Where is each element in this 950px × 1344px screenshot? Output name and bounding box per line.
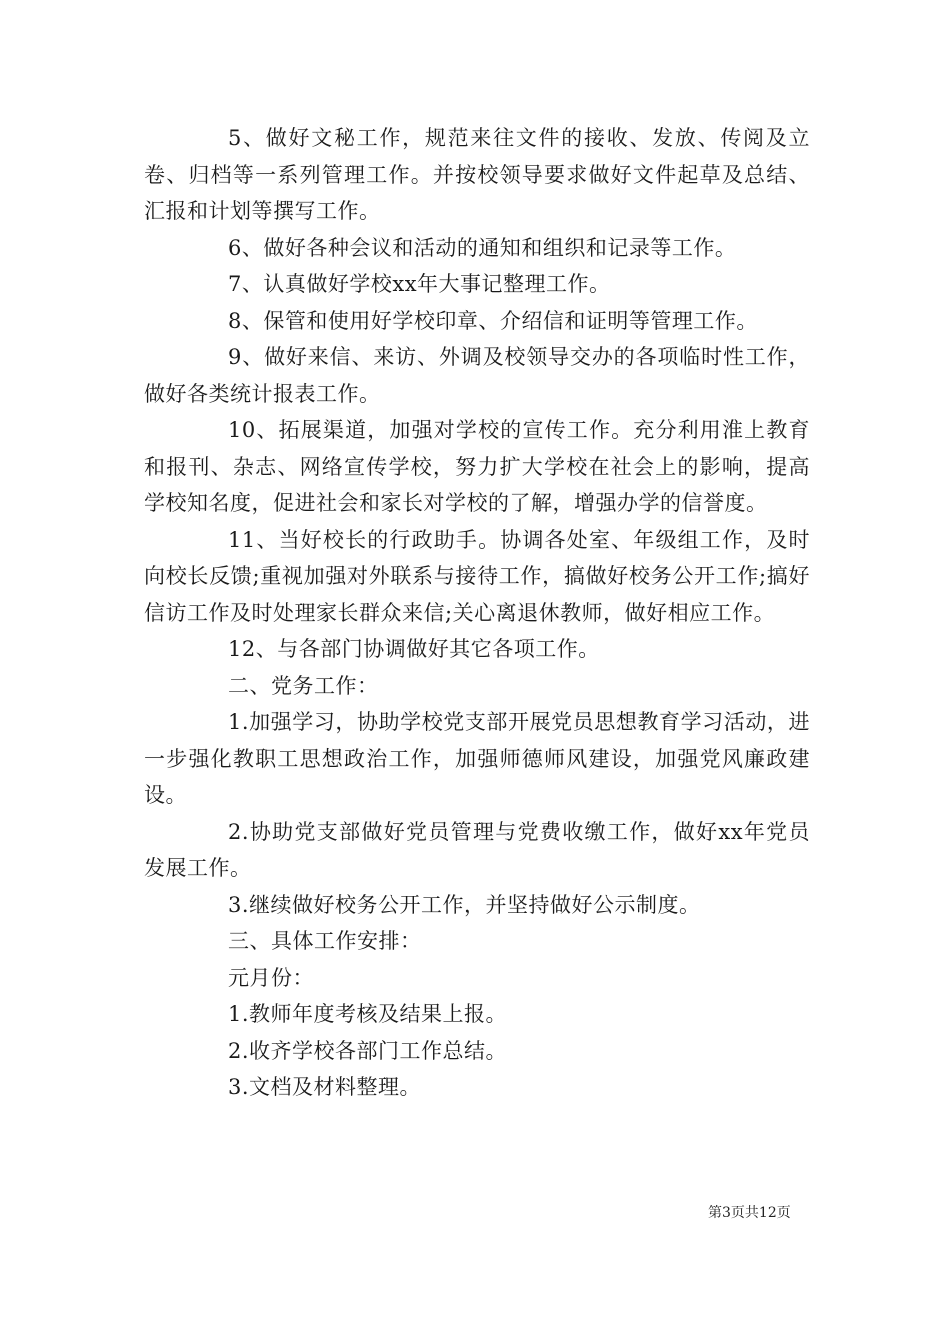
- section-heading-schedule: 三、具体工作安排：: [228, 929, 422, 953]
- january-item-3: 3.文档及材料整理。: [228, 1075, 422, 1099]
- paragraph-item-5: 5、做好文秘工作，规范来往文件的接收、发放、传阅及立卷、归档等一系列管理工作。并按校领导要求做好文件起草及总结、汇报和计划等撰写工作。: [144, 126, 810, 223]
- paragraph-item-8: 8、保管和使用好学校印章、介绍信和证明等管理工作。: [228, 308, 758, 333]
- party-work-item-2: 2.协助党支部做好党员管理与党费收缴工作，做好xx年党员发展工作。: [144, 819, 810, 880]
- january-item-1: 1.教师年度考核及结果上报。: [228, 1002, 508, 1026]
- paragraph-item-12: 12、与各部门协调做好其它各项工作。: [228, 637, 600, 661]
- paragraph-item-11: 11、当好校长的行政助手。协调各处室、年级组工作，及时向校长反馈;重视加强对外联系与接待工作，搞做好校务公开工作;搞好信访工作及时处理家长群众来信;关心离退休教师，做好相应工作。: [144, 527, 810, 625]
- paragraph-item-10: 10、拓展渠道，加强对学校的宣传工作。充分利用淮上教育和报刊、杂志、网络宣传学校，努力扩大学校在社会上的影响，提高学校知名度，促进社会和家长对学校的了解，增强办学的信誉度。: [144, 418, 810, 515]
- party-work-item-3: 3.继续做好校务公开工作，并坚持做好公示制度。: [228, 892, 701, 917]
- paragraph-item-6: 6、做好各种会议和活动的通知和组织和记录等工作。: [228, 235, 737, 260]
- month-heading-january: 元月份：: [228, 965, 314, 990]
- document-body: [144, 120, 810, 1106]
- page-number: 第3页共12页: [708, 1205, 791, 1221]
- section-heading-party-work: 二、党务工作：: [228, 673, 379, 698]
- january-item-2: 2.收齐学校各部门工作总结。: [228, 1038, 508, 1063]
- paragraph-item-7: 7、认真做好学校xx年大事记整理工作。: [228, 272, 611, 296]
- party-work-item-1: 1.加强学习，协助学校党支部开展党员思想教育学习活动，进一步强化教职工思想政治工作，加强师德师风建设，加强党风廉政建设。: [144, 710, 810, 807]
- paragraph-item-9: 9、做好来信、来访、外调及校领导交办的各项临时性工作，做好各类统计报表工作。: [144, 345, 810, 406]
